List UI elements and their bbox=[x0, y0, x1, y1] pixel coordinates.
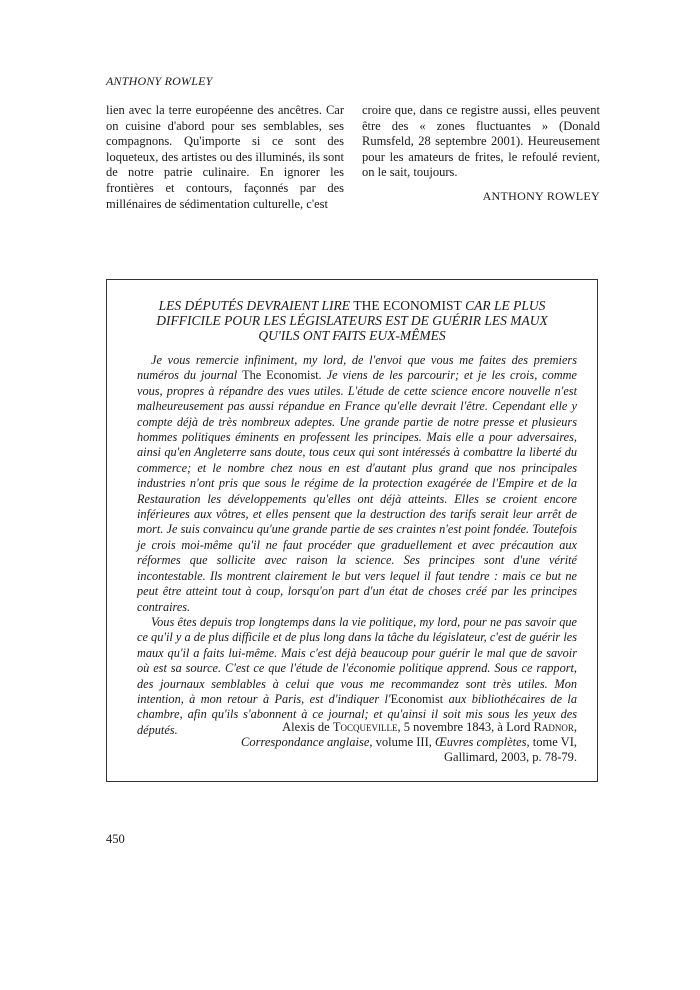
para1-text-b: . Je viens de les parcourir; et je les crois, comme vous, propres à répandre des vues utiles. L'étude de cette science encore nouvelle n'est malheureusement pas aussi répandue en France qu'elle devrait l'être. Cependant elle y compte déjà de très nombreux adeptes. Une grande partie de notre presse et plusieurs hommes politiques éminents en professent les principes. Mais elle a pour adversaires, ainsi qu'en Angleterre sans doute, tous ceux qui sont intéressés à combattre la liberté du commerce; et le nombre chez nous en est d'autant plus grand que nos principales industries n'ont pris que sous le régime de la protection exagérée de l'Empire et de la Restauration les développements qu'elles ont déjà atteints. Elles se croient encore inférieures aux vôtres, et elles pensent que la destruction des tarifs serait leur arrêt de mort. Je suis convaincu qu'une grande partie de ses craintes n'est point fondée. Toutefois je crois moi-même qu'il ne faut procéder que graduellement et avec précaution aux réformes que sollicite avec raison la science. Ses principes sont d'une vérité incontestable. Ils montrent clairement le but vers lequel il faut tendre : mais ce but ne peut être atteint tout à coup, lorsqu'on part d'un état de choses créé par les principes contraires. bbox=[137, 368, 577, 614]
page-number: 450 bbox=[106, 832, 125, 846]
box-title-part2: CAR LE PLUS DIFFICILE POUR LES LÉGISLATEURS EST DE GUÉRIR LES MAUX QU'ILS ONT FAITS EUX-MÊMES bbox=[156, 298, 548, 343]
para1-text-a: Je vous remercie infiniment, my lord, de l'envoi que vous me faites des premiers numéros du journal bbox=[137, 353, 577, 383]
left-column bbox=[106, 103, 344, 212]
citation-author-last: Tocqueville bbox=[332, 720, 398, 734]
citation-volume: , volume III, bbox=[369, 735, 435, 749]
author-signature: ANTHONY ROWLEY bbox=[482, 188, 600, 203]
citation-date-to: , 5 novembre 1843, à Lord bbox=[397, 720, 534, 734]
right-column-text: croire que, dans ce registre aussi, elles peuvent être des « zones fluctuantes » (Donald Rumsfeld, 28 septembre 2001). Heureusement pour les amateurs de frites, le refoulé revient, on le sait, toujours. bbox=[362, 103, 600, 180]
letter-body bbox=[137, 353, 577, 738]
citation-recipient: Radnor bbox=[533, 720, 574, 734]
citation-line1-end: , bbox=[573, 720, 577, 734]
citation bbox=[137, 720, 577, 765]
citation-author-first: Alexis de bbox=[282, 720, 333, 734]
citation-collection: Œuvres complètes bbox=[435, 735, 527, 749]
citation-line-2 bbox=[137, 735, 577, 750]
citation-tome: , tome VI, bbox=[526, 735, 577, 749]
quote-box bbox=[106, 279, 598, 782]
para2-text-a: Vous êtes depuis trop longtemps dans la vie politique, my lord, pour ne pas savoir que ce qu'il y a de plus difficile et de plus long dans la tâche du législateur, c'est de guérir les maux qu'il a faits lui-même. Mais c'est déjà beaucoup pour guérir le mal que de savoir où est sa source. C'est ce que l'étude de l'économie politique apprend. Sous ce rapport, des journaux semblables à celui que vous me recommandez sont très utiles. Mon intention, à mon retour à Paris, est d'indiquer l' bbox=[137, 614, 577, 706]
running-head: ANTHONY ROWLEY bbox=[106, 74, 213, 88]
left-column-text: lien avec la terre européenne des ancêtres. Car on cuisine d'abord pour ses semblables, ses compagnons. Qu'importe si ce sont des loqueteux, des artistes ou des illuminés, ils sont de notre patrie culinaire. En ignorer les frontières et contours, façonnés par des millénaires de sédimentation culturelle, c'est bbox=[106, 103, 344, 211]
letter-paragraph-1 bbox=[137, 353, 577, 615]
citation-line-3: Gallimard, 2003, p. 78-79. bbox=[444, 750, 577, 764]
para2-journal: Economist bbox=[390, 691, 444, 706]
para1-journal: The Economist bbox=[242, 368, 319, 383]
citation-work: Correspondance anglaise bbox=[241, 735, 370, 749]
box-title-part1: LES DÉPUTÉS DEVRAIENT LIRE bbox=[158, 298, 354, 313]
citation-line-1 bbox=[137, 720, 577, 735]
box-title bbox=[137, 298, 567, 343]
right-column bbox=[362, 103, 600, 205]
box-title-journal: THE ECONOMIST bbox=[353, 298, 462, 313]
para2-text-b: aux bibliothécaires de la chambre, afin qu'ils s'abonnent à ce journal; et qu'ainsi il soit mis sous les yeux des députés. bbox=[137, 691, 577, 737]
